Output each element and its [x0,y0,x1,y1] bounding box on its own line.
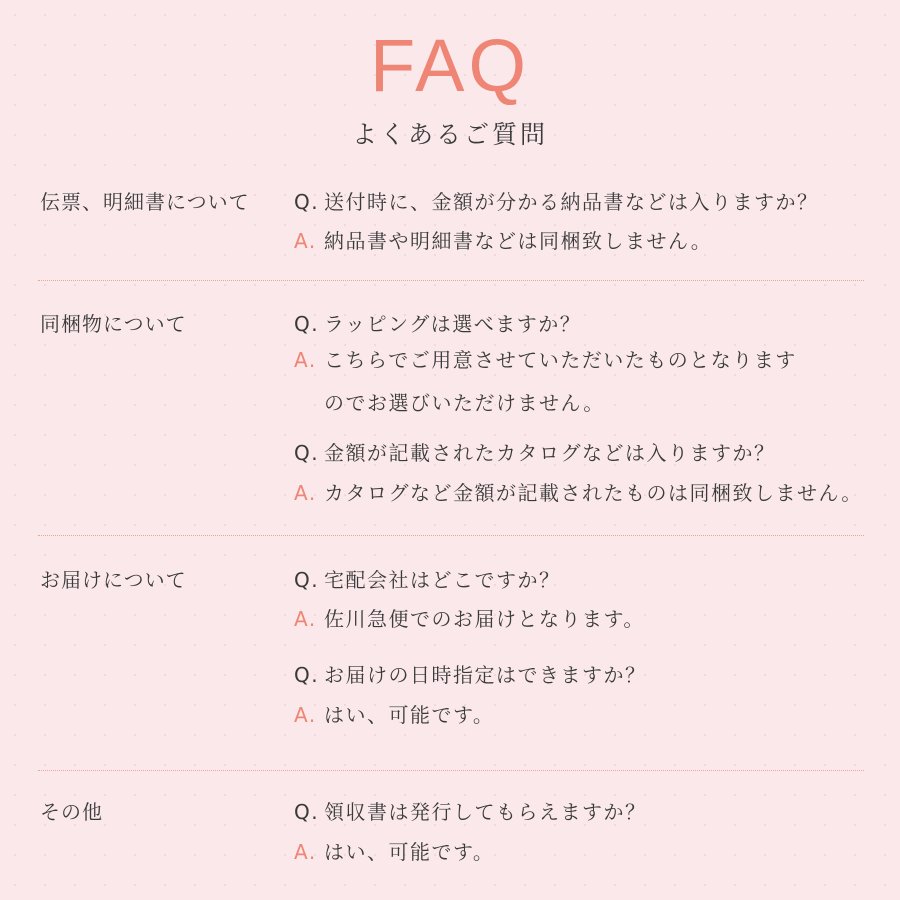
question-text [294,568,561,592]
question-mark: Q. [294,800,320,824]
answer-mark: A. [294,703,317,727]
question-label: 宅配会社はどこですか？ [324,568,561,592]
answer-label: 納品書や明細書などは同梱致しません。 [324,229,713,253]
section-divider [38,280,864,281]
question-mark: Q. [294,190,320,214]
answer-text [294,607,645,631]
answer-label: こちらでご用意させていただいたものとなります [324,348,797,372]
question-text [294,663,647,687]
page-title: FAQ [369,24,531,107]
answer-label: カタログなど金額が記載されたものは同梱致しません。 [324,481,863,505]
page-subtitle: よくあるご質問 [351,120,548,149]
section-divider [38,770,864,771]
question-mark: Q. [294,312,320,336]
answer-mark: A. [294,607,317,631]
section-divider [38,535,864,536]
answer-label: のでお選びいただけません。 [324,391,605,415]
question-text [294,800,647,824]
question-text [294,190,819,214]
question-label: 送付時に、金額が分かる納品書などは入りますか？ [324,190,819,214]
answer-text [294,840,494,864]
answer-text-continued [294,391,605,415]
answer-mark: A. [294,481,317,505]
answer-mark: A. [294,229,317,253]
answer-text [294,229,712,253]
question-mark: Q. [294,441,320,465]
category-label: 伝票、明細書について [40,190,250,214]
answer-text [294,348,797,372]
question-label: お届けの日時指定はできますか？ [324,663,647,687]
answer-text [294,481,863,505]
question-mark: Q. [294,568,320,592]
answer-label: 佐川急便でのお届けとなります。 [324,607,645,631]
answer-label: はい、可能です。 [324,840,495,864]
question-text [294,441,776,465]
answer-mark: A. [294,840,317,864]
question-label: 領収書は発行してもらえますか？ [324,800,647,824]
answer-label: はい、可能です。 [324,703,495,727]
answer-mark: A. [294,348,317,372]
question-mark: Q. [294,663,320,687]
answer-text [294,703,494,727]
question-text [294,312,581,336]
category-label: お届けについて [40,568,187,592]
category-label: 同梱物について [40,312,187,336]
question-label: 金額が記載されたカタログなどは入りますか？ [324,441,776,465]
question-label: ラッピングは選べますか？ [324,312,582,336]
category-label: その他 [40,800,103,824]
